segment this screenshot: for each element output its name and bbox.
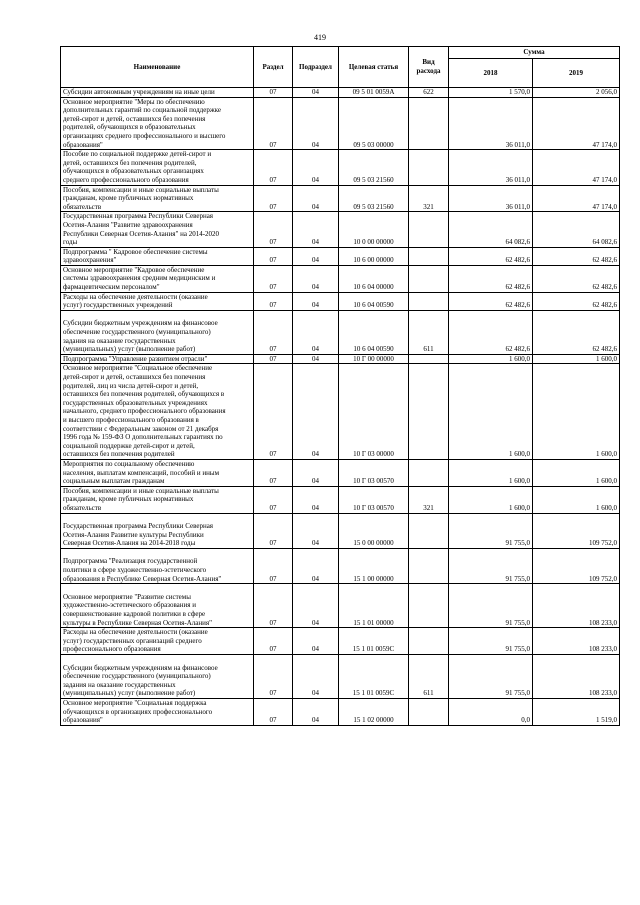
header-year-2019: 2019 [533,59,620,88]
table-row [61,364,620,460]
row-target-article: 10 Г 03 00570 [339,486,409,513]
row-sum-2018: 91 755,0 [449,628,533,655]
table-row [61,212,620,247]
table-header [61,47,620,88]
row-sum-2018: 0,0 [449,698,533,725]
table-row [61,655,620,699]
table-row [61,265,620,292]
row-sum-2018: 62 482,6 [449,310,533,354]
header-expense-type: Вид расхода [409,47,449,88]
header-target-article: Целевая статья [339,47,409,88]
row-target-article: 15 1 01 00000 [339,584,409,628]
row-target-article: 10 6 04 00000 [339,265,409,292]
row-subsection: 04 [293,513,339,548]
table-row [61,459,620,486]
row-name-text: Основное мероприятие "Социальная поддержка обучающихся в организациях профессионального образования" [63,698,213,725]
row-sum-2018: 1 600,0 [449,354,533,364]
table-row [61,97,620,150]
row-target-article: 10 6 04 00590 [339,310,409,354]
row-name-text: Расходы на обеспечение деятельности (оказание услуг) государственных учреждений [63,292,208,310]
row-sum-2018: 64 082,6 [449,212,533,247]
row-sum-2019: 109 752,0 [533,513,620,548]
row-subsection: 04 [293,212,339,247]
row-section: 07 [254,698,293,725]
row-sum-2019: 108 233,0 [533,584,620,628]
row-sum-2019: 47 174,0 [533,185,620,212]
row-name [61,310,254,354]
row-name-text: Подпрограмма "Реализация государственной политики в сфере художественно-эстетического образования в Республике Северная Осетия-Алания" [63,557,222,583]
row-name [61,265,254,292]
row-sum-2019: 47 174,0 [533,150,620,185]
row-expense-type [409,292,449,310]
table-row [61,88,620,98]
row-expense-type [409,584,449,628]
row-name-text: Субсидии бюджетным учреждениям на финансовое обеспечение государственного (муниципального) задания на оказание государственных (муниципальных) услуг (выполнение работ) [63,663,218,698]
row-sum-2018: 1 570,0 [449,88,533,98]
row-subsection: 04 [293,97,339,150]
row-target-article: 09 5 01 0059А [339,88,409,98]
row-subsection: 04 [293,150,339,185]
row-sum-2019: 109 752,0 [533,548,620,583]
row-expense-type: 611 [409,655,449,699]
row-name-text: Пособие по социальной поддержке детей-сирот и детей, оставшихся без попечения родителей, обучающихся в образовательных организациях среднего профессионального образования [63,150,212,184]
row-sum-2018: 91 755,0 [449,655,533,699]
row-target-article: 15 1 02 00000 [339,698,409,725]
row-subsection: 04 [293,88,339,98]
row-name-text: Подпрограмма " Кадровое обеспечение системы здравоохранения" [63,247,208,265]
row-sum-2019: 47 174,0 [533,97,620,150]
row-target-article: 09 5 03 21560 [339,150,409,185]
row-section: 07 [254,265,293,292]
header-name: Наименование [61,47,254,88]
row-name [61,459,254,486]
row-subsection: 04 [293,364,339,460]
row-sum-2018: 1 600,0 [449,364,533,460]
row-section: 07 [254,150,293,185]
row-name [61,292,254,310]
row-sum-2019: 1 600,0 [533,486,620,513]
row-expense-type [409,354,449,364]
table-row [61,584,620,628]
row-sum-2019: 1 600,0 [533,364,620,460]
row-sum-2019: 1 600,0 [533,459,620,486]
table-row [61,628,620,655]
row-target-article: 15 0 00 00000 [339,513,409,548]
row-subsection: 04 [293,584,339,628]
row-expense-type [409,628,449,655]
row-subsection: 04 [293,698,339,725]
row-expense-type [409,247,449,265]
row-name-text: Основное мероприятие "Социальное обеспечение детей-сирот и детей, оставшихся без попечения родителей, лиц из числа детей-сирот и детей, оставшихся без попечения родителей, обучающихся в государственных образовательных учреждениях начального, среднего профессионального образования и высшего профессионального образования в соответствии с Федеральным законом от 21 декабря 1996 года № 159-ФЗ О дополнительных гарантиях по социальной поддержке детей-сирот и детей, оставшихся без попечения родителей [63,364,226,459]
header-year-2018: 2018 [449,59,533,88]
row-section: 07 [254,247,293,265]
row-sum-2019: 62 482,6 [533,265,620,292]
row-name [61,364,254,460]
row-name-text: Основное мероприятие "Кадровое обеспечение системы здравоохранения средним медицинским и фармацевтическим персоналом" [63,265,216,292]
row-name [61,212,254,247]
row-subsection: 04 [293,486,339,513]
table-row [61,354,620,364]
row-target-article: 10 Г 03 00000 [339,364,409,460]
row-expense-type: 321 [409,486,449,513]
row-name-text: Государственная программа Республики Северная Осетия-Алания Развитие культуры Республики Северная Осетия-Алания на 2014-2018 годы [63,522,214,548]
row-section: 07 [254,185,293,212]
row-name [61,584,254,628]
row-subsection: 04 [293,247,339,265]
row-sum-2019: 108 233,0 [533,655,620,699]
row-sum-2019: 62 482,6 [533,292,620,310]
table-row [61,310,620,354]
row-name-text: Пособия, компенсации и иные социальные выплаты гражданам, кроме публичных нормативных обязательств [63,185,219,211]
table-body [61,88,620,726]
row-section: 07 [254,88,293,98]
row-expense-type [409,97,449,150]
row-section: 07 [254,655,293,699]
row-sum-2018: 91 755,0 [449,584,533,628]
row-subsection: 04 [293,628,339,655]
row-subsection: 04 [293,548,339,583]
row-name-text: Субсидии бюджетным учреждениям на финансовое обеспечение государственного (муниципального) задания на оказание государственных (муниципальных) услуг (выполнение работ) [63,319,218,354]
page-number: 419 [314,33,326,42]
row-subsection: 04 [293,459,339,486]
row-name [61,354,254,364]
row-sum-2019: 108 233,0 [533,628,620,655]
row-sum-2018: 36 011,0 [449,185,533,212]
row-section: 07 [254,628,293,655]
row-name-text: Подпрограмма "Управление развитием отрасли" [63,354,208,363]
table-row [61,292,620,310]
row-sum-2018: 62 482,6 [449,292,533,310]
row-target-article: 10 6 04 00590 [339,292,409,310]
row-sum-2019: 62 482,6 [533,247,620,265]
row-expense-type [409,150,449,185]
row-expense-type: 611 [409,310,449,354]
table-row [61,185,620,212]
row-target-article: 15 1 01 0059С [339,655,409,699]
row-name [61,150,254,185]
row-expense-type [409,364,449,460]
row-section: 07 [254,513,293,548]
row-expense-type [409,548,449,583]
table-row [61,150,620,185]
table-row [61,548,620,583]
table-row [61,486,620,513]
row-subsection: 04 [293,265,339,292]
row-name-text: Государственная программа Республики Северная Осетия-Алания "Развитие здравоохранения Республики Северная Осетия-Алания" на 2014-2020 годы [63,212,220,247]
row-section: 07 [254,292,293,310]
row-name [61,548,254,583]
row-section: 07 [254,212,293,247]
row-sum-2018: 1 600,0 [449,486,533,513]
row-name [61,88,254,98]
row-subsection: 04 [293,292,339,310]
row-target-article: 10 Г 00 00000 [339,354,409,364]
row-section: 07 [254,310,293,354]
row-expense-type: 321 [409,185,449,212]
row-name [61,486,254,513]
row-target-article: 09 5 03 21560 [339,185,409,212]
header-section: Раздел [254,47,293,88]
row-section: 07 [254,354,293,364]
row-sum-2018: 91 755,0 [449,513,533,548]
row-sum-2018: 62 482,6 [449,247,533,265]
row-sum-2019: 1 519,0 [533,698,620,725]
row-sum-2018: 62 482,6 [449,265,533,292]
row-sum-2018: 91 755,0 [449,548,533,583]
row-name-text: Основное мероприятие "Меры по обеспечению дополнительных гарантий по социальной поддержке детей-сирот и детей, оставшихся без попечения родителей, обучающихся в образовательных организациях среднего профессионального и высшего образования" [63,97,226,149]
row-name-text: Мероприятия по социальному обеспечению населения, выплатам компенсаций, пособий и иным социальным выплатам гражданам [63,459,219,486]
table-row [61,698,620,725]
header-sum: Сумма [449,47,620,59]
row-target-article: 15 1 00 00000 [339,548,409,583]
row-name [61,97,254,150]
row-name [61,628,254,655]
row-sum-2019: 64 082,6 [533,212,620,247]
header-subsection: Подраздел [293,47,339,88]
row-sum-2018: 36 011,0 [449,97,533,150]
row-name [61,247,254,265]
row-name-text: Пособия, компенсации и иные социальные выплаты гражданам, кроме публичных нормативных обязательств [63,486,219,512]
row-subsection: 04 [293,185,339,212]
table-row [61,513,620,548]
row-name-text: Основное мероприятие "Развитие системы художественно-эстетического образования и совершенствование кадровой политики в сфере культуры в Республике Северная Осетия-Алания" [63,592,212,627]
row-section: 07 [254,584,293,628]
row-sum-2018: 36 011,0 [449,150,533,185]
row-expense-type [409,212,449,247]
row-expense-type [409,265,449,292]
row-sum-2019: 1 600,0 [533,354,620,364]
row-name [61,698,254,725]
row-sum-2018: 1 600,0 [449,459,533,486]
row-name-text: Расходы на обеспечение деятельности (оказание услуг) государственных организаций среднего профессионального образования [63,628,208,654]
row-section: 07 [254,459,293,486]
row-section: 07 [254,97,293,150]
row-expense-type: 622 [409,88,449,98]
row-section: 07 [254,548,293,583]
row-name [61,513,254,548]
row-target-article: 09 5 03 00000 [339,97,409,150]
row-sum-2019: 62 482,6 [533,310,620,354]
row-target-article: 10 6 00 00000 [339,247,409,265]
row-name [61,655,254,699]
row-subsection: 04 [293,655,339,699]
row-target-article: 15 1 01 0059С [339,628,409,655]
row-section: 07 [254,364,293,460]
row-section: 07 [254,486,293,513]
row-subsection: 04 [293,310,339,354]
budget-table [60,46,620,726]
row-expense-type [409,698,449,725]
row-name-text: Субсидии автономным учреждениям на иные цели [63,88,215,96]
row-expense-type [409,513,449,548]
table-row [61,247,620,265]
row-target-article: 10 Г 03 00570 [339,459,409,486]
row-name [61,185,254,212]
row-subsection: 04 [293,354,339,364]
row-target-article: 10 0 00 00000 [339,212,409,247]
row-expense-type [409,459,449,486]
row-sum-2019: 2 056,0 [533,88,620,98]
